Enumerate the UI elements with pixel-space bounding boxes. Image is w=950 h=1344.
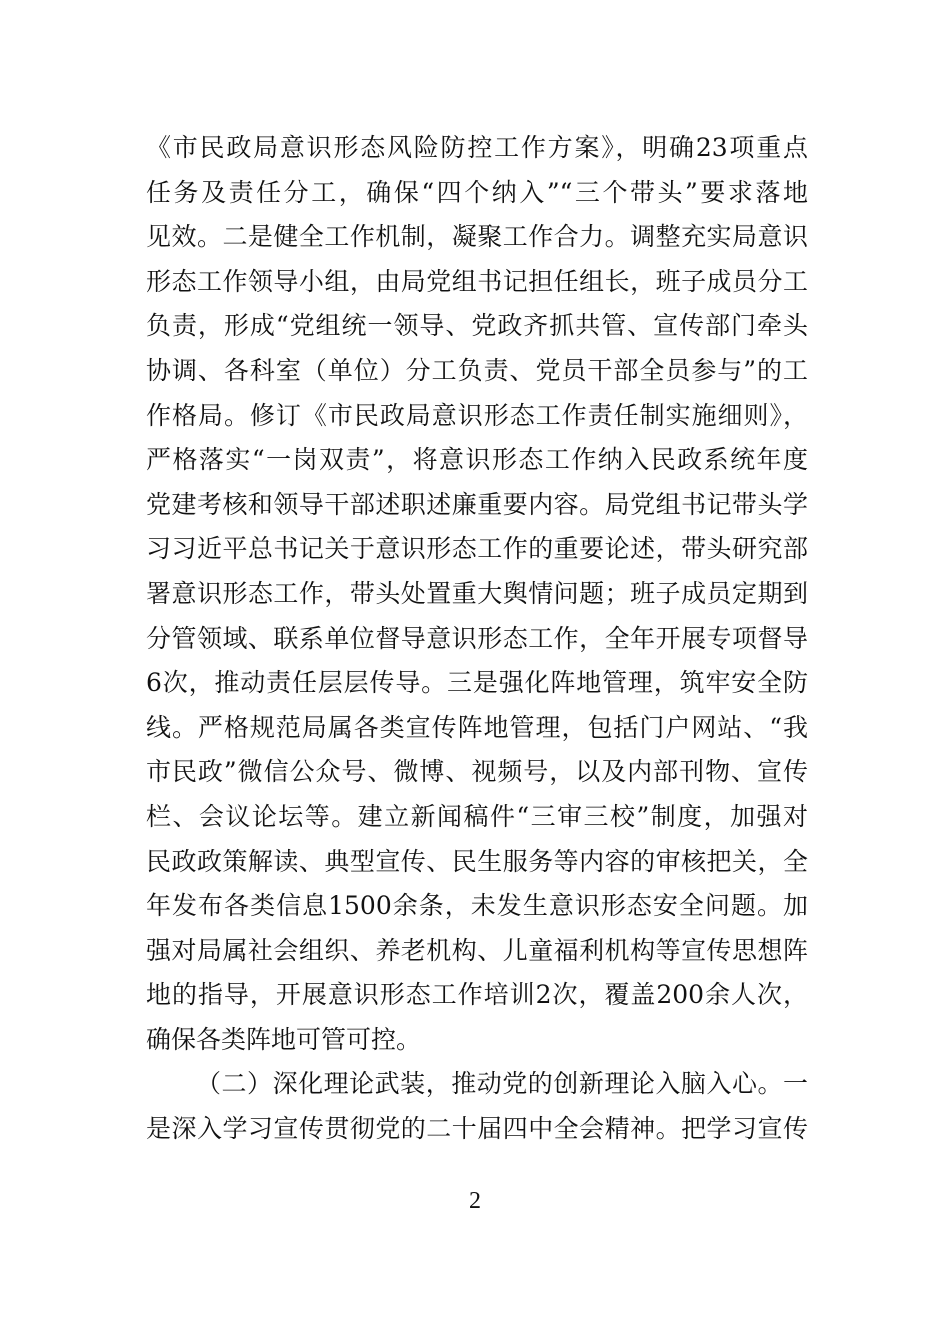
text-line: 负责，形成“党组统一领导、党政齐抓共管、宣传部门牵头 [146,311,808,341]
text-line: 见效。二是健全工作机制，凝聚工作合力。调整充实局意识 [146,222,808,252]
text-line: 市民政”微信公众号、微博、视频号，以及内部刊物、宣传 [146,757,808,787]
text-line: 党建考核和领导干部述职述廉重要内容。局党组书记带头学 [146,489,808,519]
text-line: 线。严格规范局属各类宣传阵地管理，包括门户网站、“我 [146,712,808,742]
text-line: 强对局属社会组织、养老机构、儿童福利机构等宣传思想阵 [146,935,808,965]
text-line: 作格局。修订《市民政局意识形态工作责任制实施细则》， [146,400,808,430]
text-line: 协调、各科室（单位）分工负责、党员干部全员参与”的工 [146,355,808,385]
text-line: 是深入学习宣传贯彻党的二十届四中全会精神。把学习宣传 [146,1114,808,1144]
text-line: 形态工作领导小组，由局党组书记担任组长，班子成员分工 [146,266,808,296]
text-line: 严格落实“一岗双责”，将意识形态工作纳入民政系统年度 [146,445,808,475]
text-line-paragraph-end: 确保各类阵地可管可控。 [146,1024,422,1054]
text-line: 分管领域、联系单位督导意识形态工作，全年开展专项督导 [146,623,808,653]
text-line: 6次，推动责任层层传导。三是强化阵地管理，筑牢安全防 [146,668,808,698]
text-line: 习习近平总书记关于意识形态工作的重要论述，带头研究部 [146,534,808,564]
text-line: 任务及责任分工，确保“四个纳入”“三个带头”要求落地 [146,177,808,207]
text-line: 民政政策解读、典型宣传、民生服务等内容的审核把关，全 [146,846,808,876]
text-line: 《市民政局意识形态风险防控工作方案》，明确23项重点 [146,133,808,162]
text-line: 署意识形态工作，带头处置重大舆情问题；班子成员定期到 [146,578,808,608]
section-heading-line: （二）深化理论武装，推动党的创新理论入脑入心。一 [196,1069,808,1099]
page-number: 2 [469,1188,481,1214]
text-line: 地的指导，开展意识形态工作培训2次，覆盖200余人次， [146,980,808,1010]
text-line: 年发布各类信息1500余条，未发生意识形态安全问题。加 [146,891,808,921]
text-line: 栏、会议论坛等。建立新闻稿件“三审三校”制度，加强对 [146,801,808,831]
body-text [146,126,808,1152]
